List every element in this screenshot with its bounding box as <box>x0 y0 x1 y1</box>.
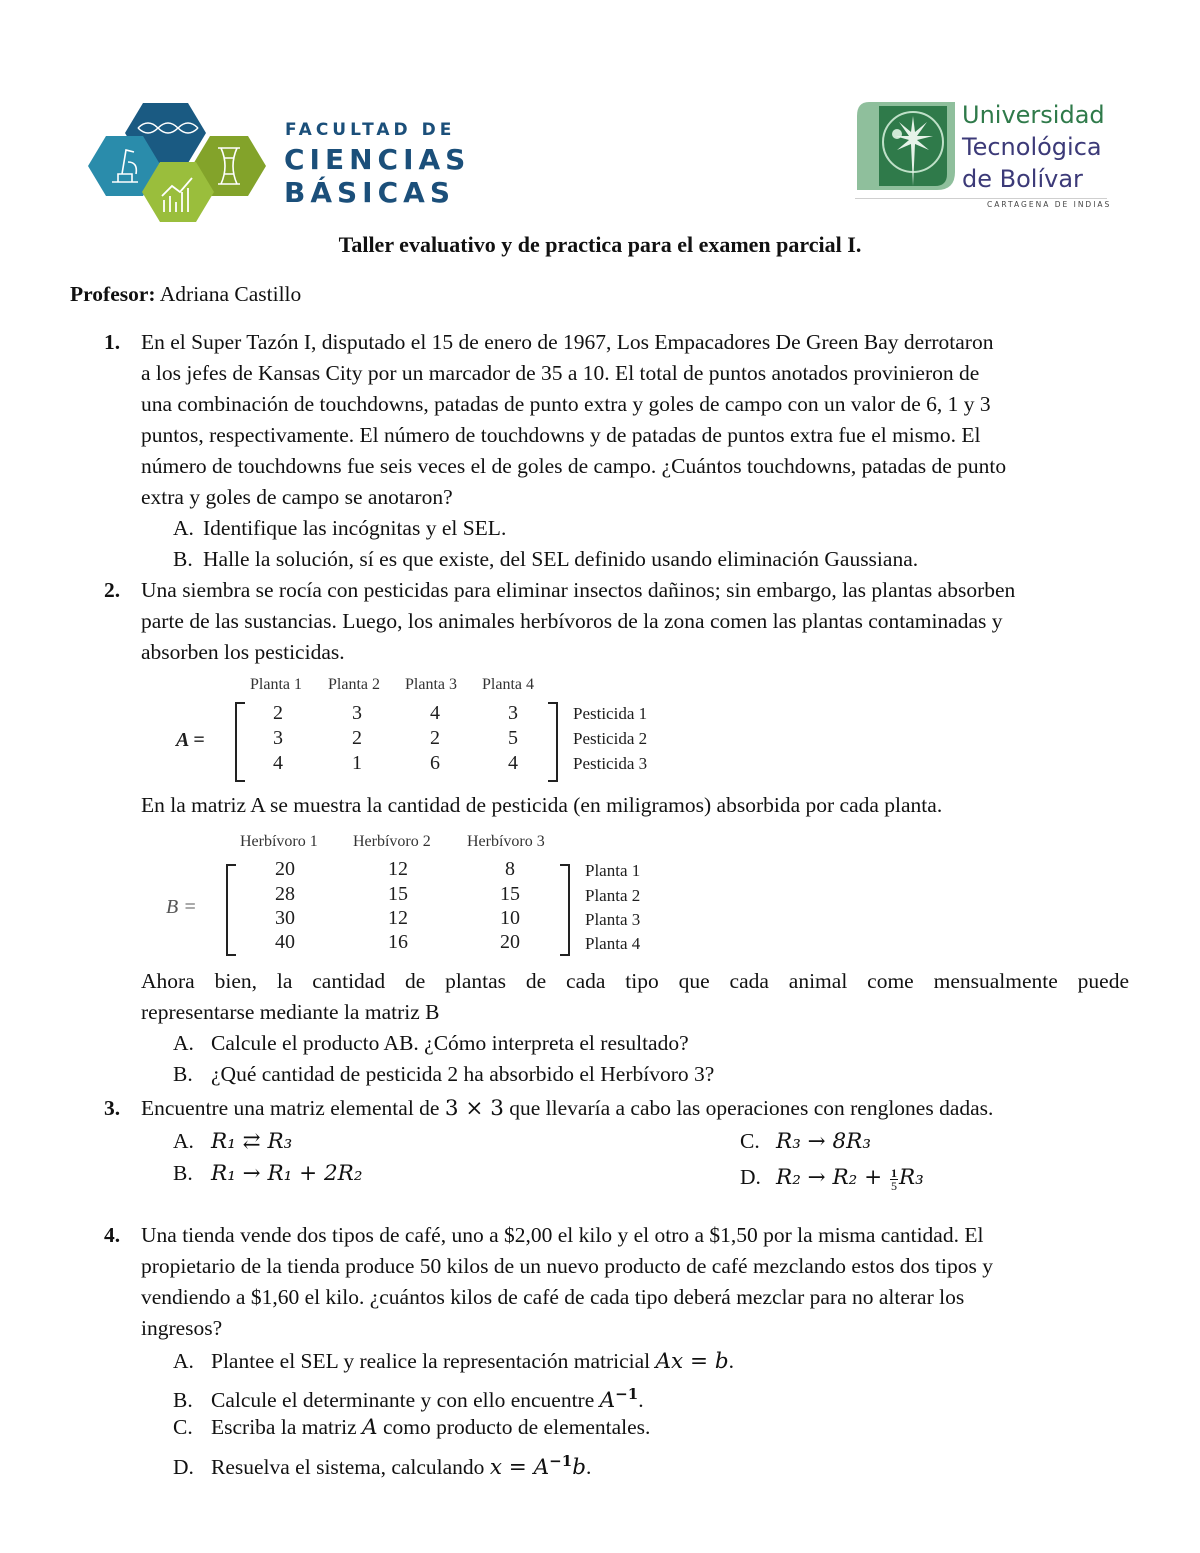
matrix-a: Planta 1 Planta 2 Planta 3 Planta 4 A = 2 3 4 3 3 2 2 5 4 1 6 4 Pesticida 1 Pesticida 2 Pesticida 3 <box>170 672 670 787</box>
question-2-after: Ahora bien, la cantidad de plantas de cada tipo que cada animal come mensualmente puede representarse mediante la matriz B <box>141 969 1129 1024</box>
q2-item-a: A. Calcule el producto AB. ¿Cómo interpreta el resultado? <box>173 1031 689 1055</box>
faculty-name-line1: FACULTAD DE <box>285 120 456 140</box>
q1-line: puntos, respectivamente. El número de touchdowns y de patadas de puntos extra fue el mismo. El <box>141 423 981 447</box>
matrix-b: Herbívoro 1 Herbívoro 2 Herbívoro 3 B = 20 12 8 28 15 15 30 12 10 40 16 20 Planta 1 Planta 2 Planta 3 Planta 4 <box>160 830 660 960</box>
q1-line: En el Super Tazón I, disputado el 15 de enero de 1967, Los Empacadores De Green Bay derrotaron <box>141 330 994 354</box>
matrix-a-caption: En la matriz A se muestra la cantidad de pesticida (en miligramos) absorbida por cada planta. <box>141 793 943 817</box>
university-name-line1: Universidad <box>962 101 1105 129</box>
q3-item-c: C. R₃ → 8R₃ <box>740 1129 871 1154</box>
question-3-number: 3. <box>104 1096 121 1120</box>
q1-line: número de touchdowns fue seis veces el de goles de campo. ¿Cuántos touchdowns, patadas de punto <box>141 454 1007 478</box>
bracket-left <box>226 864 236 956</box>
q1-item-a: A. Identifique las incógnitas y el SEL. <box>173 516 507 540</box>
faculty-name-line3: BÁSICAS <box>284 176 455 209</box>
bracket-right <box>548 702 558 782</box>
question-2-text: Una siembra se rocía con pesticidas para eliminar insectos dañinos; sin embargo, las plantas absorben parte de las sustancias. Luego, los animales herbívoros de la zona comen las plantas contaminadas y absorben los pesticidas. <box>141 578 1016 664</box>
bracket-left <box>235 702 245 782</box>
q4-item-a: A. Plantee el SEL y realice la representación matricial Ax = b. <box>173 1349 735 1374</box>
university-name-line3: de Bolívar <box>962 165 1083 193</box>
q4-item-d: D. Resuelva el sistema, calculando $x = A^{-1}b$. <box>173 1452 592 1481</box>
question-1-number: 1. <box>104 330 121 354</box>
q1-line: a los jefes de Kansas City por un marcador de 35 a 10. El total de puntos anotados provinieron de <box>141 361 980 385</box>
q4-item-b: B. Calcule el determinante y con ello encuentre $A^{-1}$. <box>173 1385 644 1414</box>
q2-item-b: B. ¿Qué cantidad de pesticida 2 ha absorbido el Herbívoro 3? <box>173 1062 715 1086</box>
matrix-b-label: B = <box>166 896 197 918</box>
university-name-line2: Tecnológica <box>962 133 1102 161</box>
faculty-logo <box>88 100 478 225</box>
question-4-number: 4. <box>104 1223 121 1247</box>
q1-line: extra y goles de campo se anotaron? <box>141 485 453 509</box>
question-4-text: Una tienda vende dos tipos de café, uno a $2,00 el kilo y el otro a $1,50 por la misma cantidad. El propietario de la tienda produce 50 kilos de un nuevo producto de café mezclando estos dos tipos y vendiendo a $1,60 el kilo. ¿cuántos kilos de café de cada tipo deberá mezclar para no alterar los ingresos? <box>141 1223 993 1340</box>
university-tagline: CARTAGENA DE INDIAS <box>987 200 1112 209</box>
page-title: Taller evaluativo y de practica para el examen parcial I. <box>338 232 862 257</box>
q1-item-b: B. Halle la solución, sí es que existe, del SEL definido usando eliminación Gaussiana. <box>173 547 919 571</box>
question-1-text <box>141 327 1131 513</box>
professor-line <box>70 279 301 310</box>
professor-name: Adriana Castillo <box>159 282 302 306</box>
matrix-dimension: 3 × 3 <box>444 1096 504 1121</box>
q3-item-d: D. R₂ → R₂ + $\frac{1}{5}$ R₃ <box>740 1165 924 1193</box>
q3-item-b: B. R₁ → R₁ + 2R₂ <box>173 1161 363 1186</box>
fraction: $\frac{1}{5}$ <box>890 1165 897 1193</box>
bracket-right <box>560 864 570 956</box>
q4-item-c: C. Escriba la matriz A como producto de elementales. <box>173 1415 651 1440</box>
question-3-text: Encuentre una matriz elemental de 3 × 3 que llevaría a cabo las operaciones con renglones dadas. <box>141 1096 994 1121</box>
professor-label: Profesor: <box>70 282 156 306</box>
q3-item-a: A. R₁ ⇄ R₃ <box>173 1129 293 1154</box>
q1-line: una combinación de touchdowns, patadas de punto extra y goles de campo con un valor de 6, 1 y 3 <box>141 392 991 416</box>
question-2-number: 2. <box>104 578 121 602</box>
hexagon-science-icons <box>88 100 268 225</box>
university-logo <box>855 100 1115 210</box>
logo-divider <box>855 198 1107 199</box>
palm-tree-icon <box>857 102 955 192</box>
faculty-name-line2: CIENCIAS <box>284 143 471 176</box>
matrix-a-label: A = <box>176 729 205 751</box>
